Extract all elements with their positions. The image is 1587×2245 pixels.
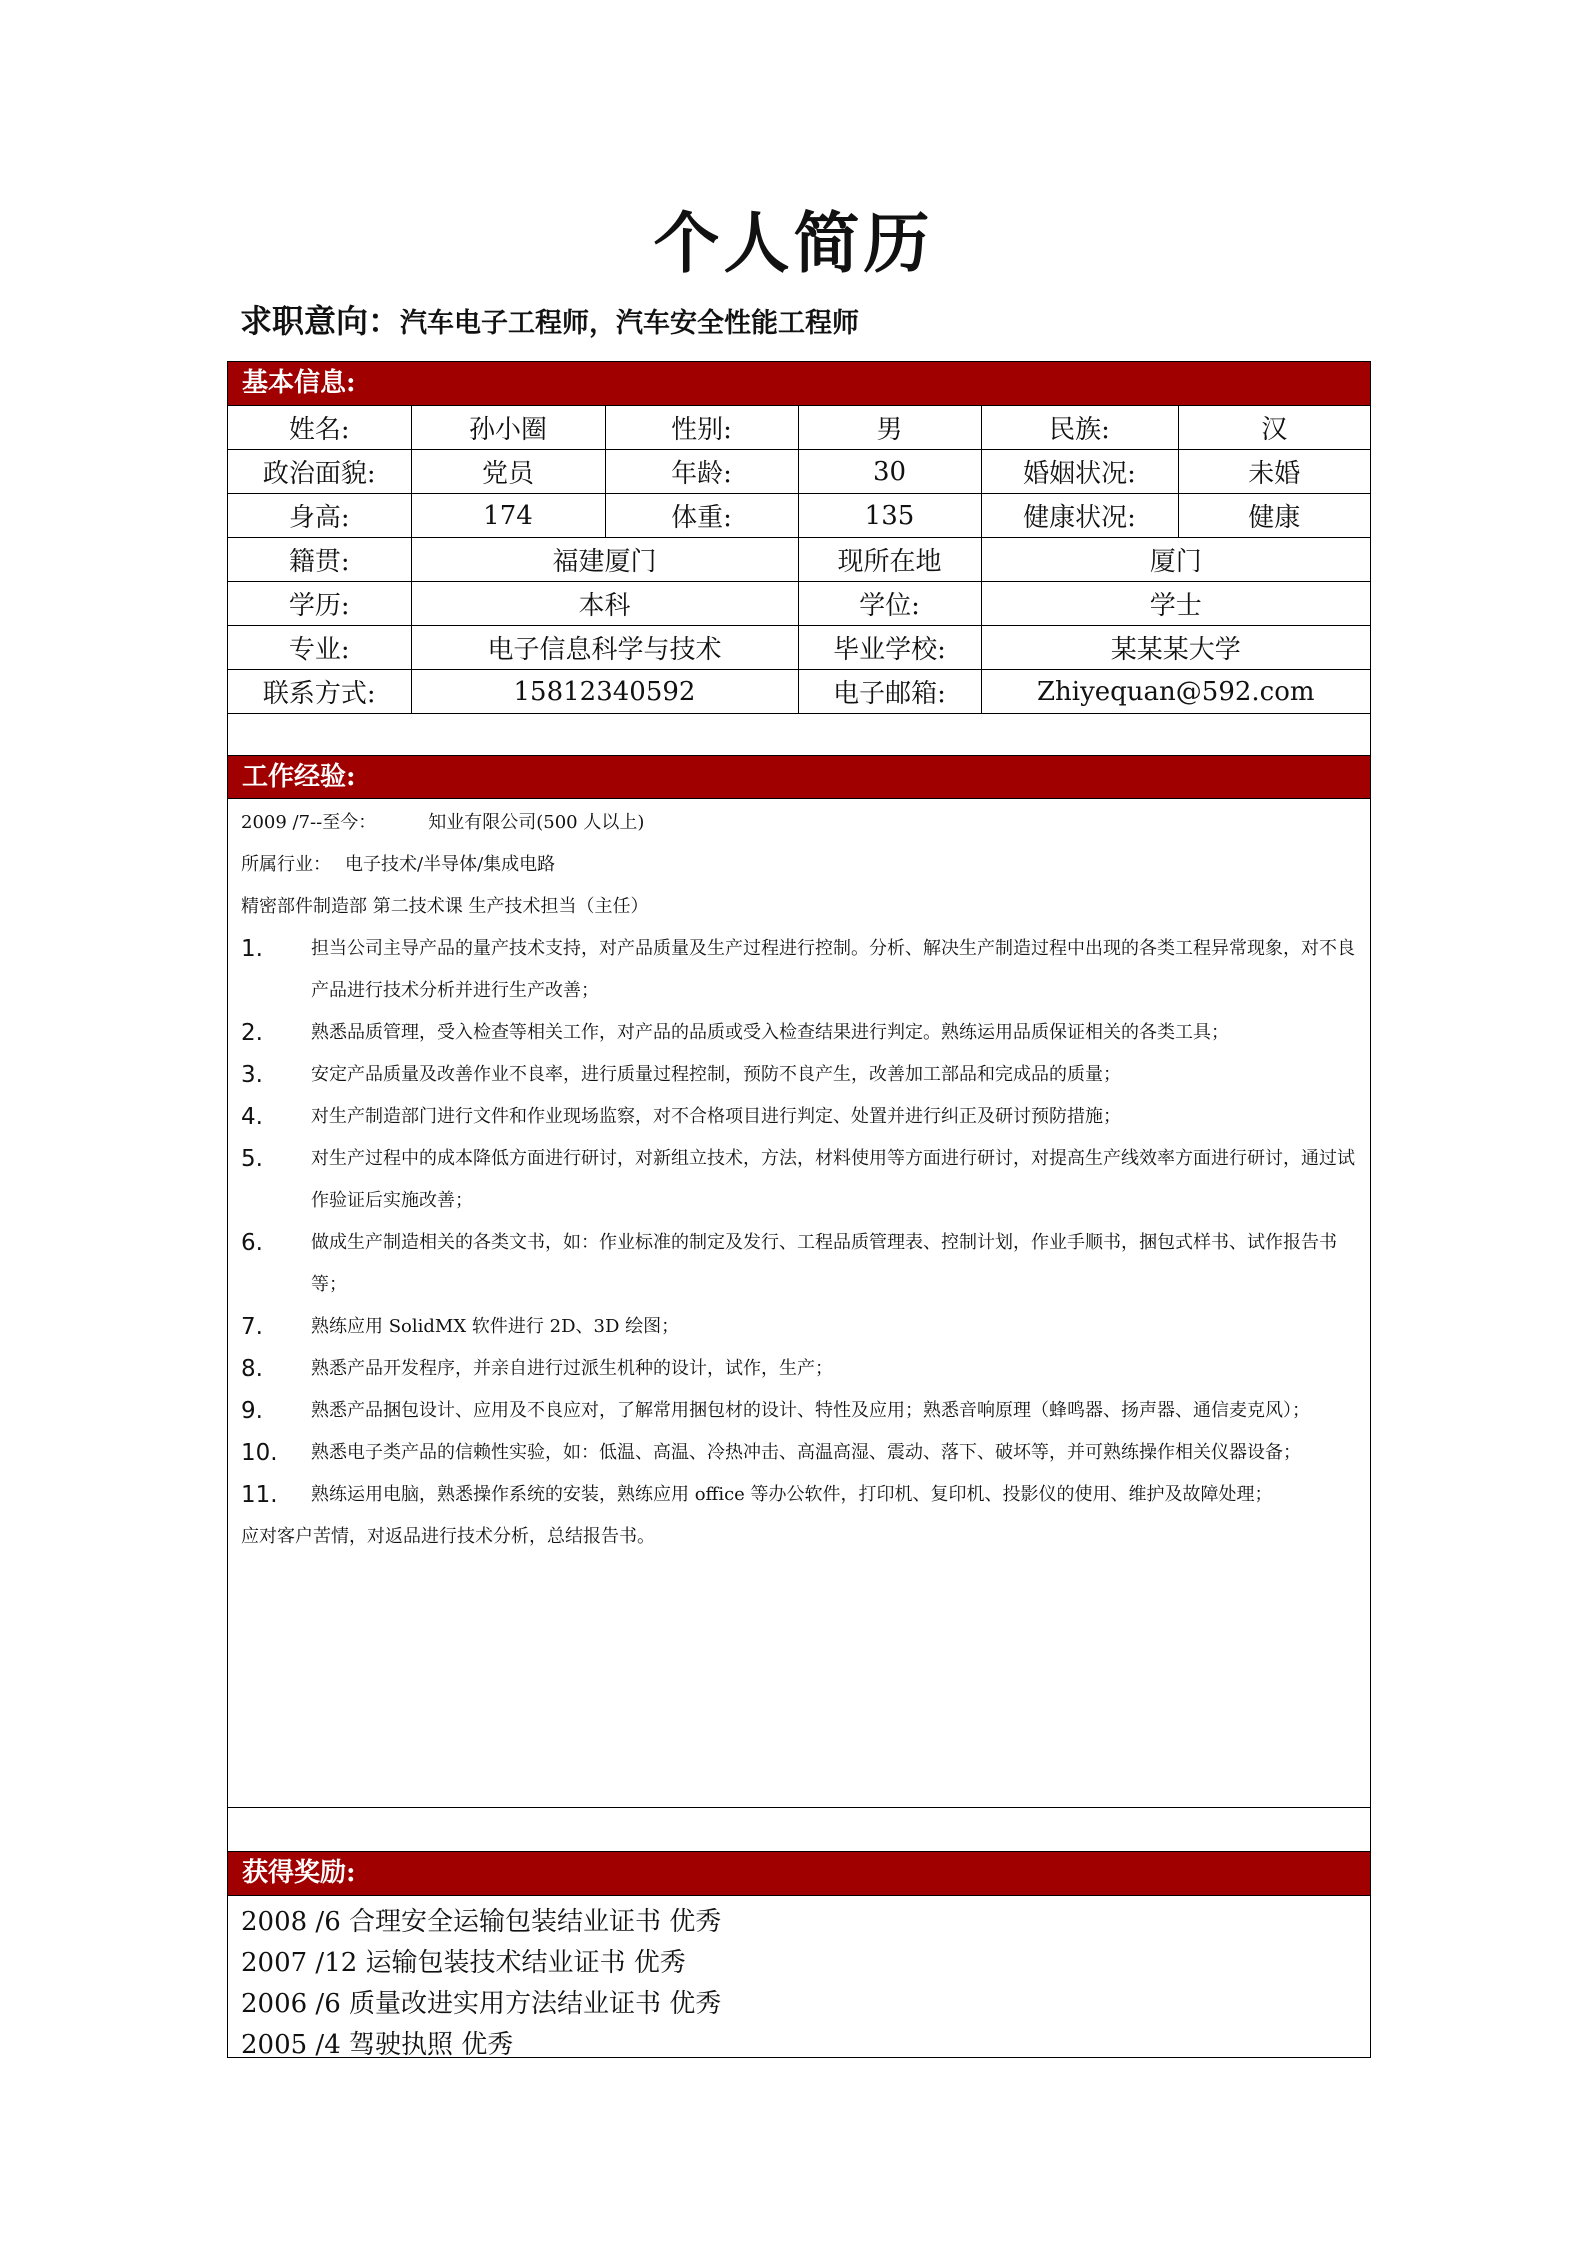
health-label: 健康状况: <box>981 494 1178 538</box>
table-row <box>228 450 1370 494</box>
table-row <box>228 670 1370 714</box>
height-value: 174 <box>411 494 605 538</box>
list-number: 2. <box>241 1020 263 1046</box>
list-item <box>241 1474 1356 1516</box>
list-item <box>241 1432 1356 1474</box>
current-location-label: 现所在地 <box>798 538 981 582</box>
table-row <box>228 538 1370 582</box>
list-item <box>241 928 1356 1012</box>
age-value: 30 <box>798 450 981 494</box>
gender-label: 性别: <box>605 406 798 450</box>
list-number: 5. <box>241 1146 263 1172</box>
objective-label: 求职意向： <box>240 302 401 340</box>
list-text: 熟悉产品开发程序，并亲自进行过派生机种的设计，试作，生产； <box>311 1358 833 1379</box>
job-objective <box>240 296 859 342</box>
phone-value: 15812340592 <box>411 670 798 714</box>
table-row <box>228 626 1370 670</box>
list-number: 4. <box>241 1104 263 1130</box>
list-text: 担当公司主导产品的量产技术支持，对产品质量及生产过程进行控制。分析、解决生产制造过程中出现的各类工程异常现象，对不良产品进行技术分析并进行生产改善； <box>311 938 1355 1001</box>
major-label: 专业: <box>228 626 411 670</box>
award-item: 2005 /4 驾驶执照 优秀 <box>241 2030 514 2060</box>
table-row <box>228 582 1370 626</box>
list-number: 3. <box>241 1062 263 1088</box>
industry-line <box>241 844 1356 886</box>
list-text: 熟悉电子类产品的信赖性实验，如：低温、高温、冷热冲击、高温高湿、震动、落下、破坏等，并可熟练操作相关仪器设备； <box>311 1442 1301 1463</box>
ethnicity-value: 汉 <box>1178 406 1370 450</box>
work-experience-body <box>228 799 1370 1547</box>
objective-value: 汽车电子工程师，汽车安全性能工程师 <box>400 308 860 339</box>
section-header-basic-info: 基本信息: <box>228 362 1370 406</box>
name-value: 孙小圈 <box>411 406 605 450</box>
industry-value: 电子技术/半导体/集成电路 <box>345 854 556 875</box>
list-number: 7. <box>241 1314 263 1340</box>
work-period-line <box>241 802 1356 844</box>
weight-value: 135 <box>798 494 981 538</box>
education-value: 本科 <box>411 582 798 626</box>
marital-status-label: 婚姻状况: <box>981 450 1178 494</box>
list-item <box>241 1390 1356 1432</box>
list-number: 8. <box>241 1356 263 1382</box>
list-item <box>241 1096 1356 1138</box>
list-text: 熟悉产品捆包设计、应用及不良应对，了解常用捆包材的设计、特性及应用；熟悉音响原理（蜂鸣器、扬声器、通信麦克风）； <box>311 1400 1310 1421</box>
political-status-label: 政治面貌: <box>228 450 411 494</box>
list-text: 对生产过程中的成本降低方面进行研讨，对新组立技术，方法，材料使用等方面进行研讨，对提高生产线效率方面进行研讨，通过试作验证后实施改善； <box>311 1148 1355 1211</box>
work-period: 2009 /7--至今： <box>241 812 377 833</box>
current-location-value: 厦门 <box>981 538 1370 582</box>
awards-body <box>228 1896 1370 2066</box>
list-item <box>241 1222 1356 1306</box>
age-label: 年龄: <box>605 450 798 494</box>
list-number: 1. <box>241 936 263 962</box>
list-text: 熟练应用 SolidMX 软件进行 2D、3D 绘图； <box>311 1316 680 1337</box>
list-text: 做成生产制造相关的各类文书，如：作业标准的制定及发行、工程品质管理表、控制计划，作业手顺书，捆包式样书、试作报告书等； <box>311 1232 1337 1295</box>
school-value: 某某某大学 <box>981 626 1370 670</box>
name-label: 姓名: <box>228 406 411 450</box>
school-label: 毕业学校: <box>798 626 981 670</box>
list-number: 9. <box>241 1398 263 1424</box>
marital-status-value: 未婚 <box>1178 450 1370 494</box>
spacer-row <box>228 1807 1370 1853</box>
company-name: 知业有限公司(500 人以上) <box>428 812 645 833</box>
email-label: 电子邮箱: <box>798 670 981 714</box>
basic-info-table <box>228 406 1370 714</box>
resume-sheet <box>227 361 1371 2058</box>
major-value: 电子信息科学与技术 <box>411 626 798 670</box>
height-label: 身高: <box>228 494 411 538</box>
award-item: 2006 /6 质量改进实用方法结业证书 优秀 <box>241 1989 722 2019</box>
list-item <box>241 1054 1356 1096</box>
list-item <box>241 1138 1356 1222</box>
award-item: 2008 /6 合理安全运输包装结业证书 优秀 <box>241 1907 722 1937</box>
degree-label: 学位: <box>798 582 981 626</box>
list-number: 11. <box>241 1482 278 1508</box>
spacer-row <box>228 712 1370 756</box>
list-number: 10. <box>241 1440 278 1466</box>
email-value: Zhiyequan@592.com <box>981 670 1370 714</box>
weight-label: 体重: <box>605 494 798 538</box>
department-line: 精密部件制造部 第二技术课 生产技术担当（主任） <box>241 896 649 917</box>
table-row <box>228 494 1370 538</box>
education-label: 学历: <box>228 582 411 626</box>
section-header-awards: 获得奖励: <box>228 1851 1370 1896</box>
table-row <box>228 406 1370 450</box>
resume-title: 个人简历 <box>653 204 934 282</box>
political-status-value: 党员 <box>411 450 605 494</box>
section-header-work-experience: 工作经验: <box>228 755 1370 799</box>
industry-label: 所属行业： <box>241 854 331 875</box>
list-item <box>241 1348 1356 1390</box>
gender-value: 男 <box>798 406 981 450</box>
degree-value: 学士 <box>981 582 1370 626</box>
award-item: 2007 /12 运输包装技术结业证书 优秀 <box>241 1948 686 1978</box>
health-value: 健康 <box>1178 494 1370 538</box>
list-text: 熟悉品质管理，受入检查等相关工作，对产品的品质或受入检查结果进行判定。熟练运用品质保证相关的各类工具； <box>311 1022 1229 1043</box>
list-item <box>241 1012 1356 1054</box>
list-text: 安定产品质量及改善作业不良率，进行质量过程控制，预防不良产生，改善加工部品和完成品的质量； <box>311 1064 1121 1085</box>
closing-line: 应对客户苦情，对返品进行技术分析，总结报告书。 <box>241 1526 655 1547</box>
duty-list <box>241 928 1356 1516</box>
list-text: 熟练运用电脑，熟悉操作系统的安装，熟练应用 office 等办公软件，打印机、复印机、投影仪的使用、维护及故障处理； <box>311 1484 1273 1505</box>
hometown-label: 籍贯: <box>228 538 411 582</box>
list-text: 对生产制造部门进行文件和作业现场监察，对不合格项目进行判定、处置并进行纠正及研讨预防措施； <box>311 1106 1121 1127</box>
ethnicity-label: 民族: <box>981 406 1178 450</box>
list-number: 6. <box>241 1230 263 1256</box>
contact-label: 联系方式: <box>228 670 411 714</box>
list-item <box>241 1306 1356 1348</box>
hometown-value: 福建厦门 <box>411 538 798 582</box>
